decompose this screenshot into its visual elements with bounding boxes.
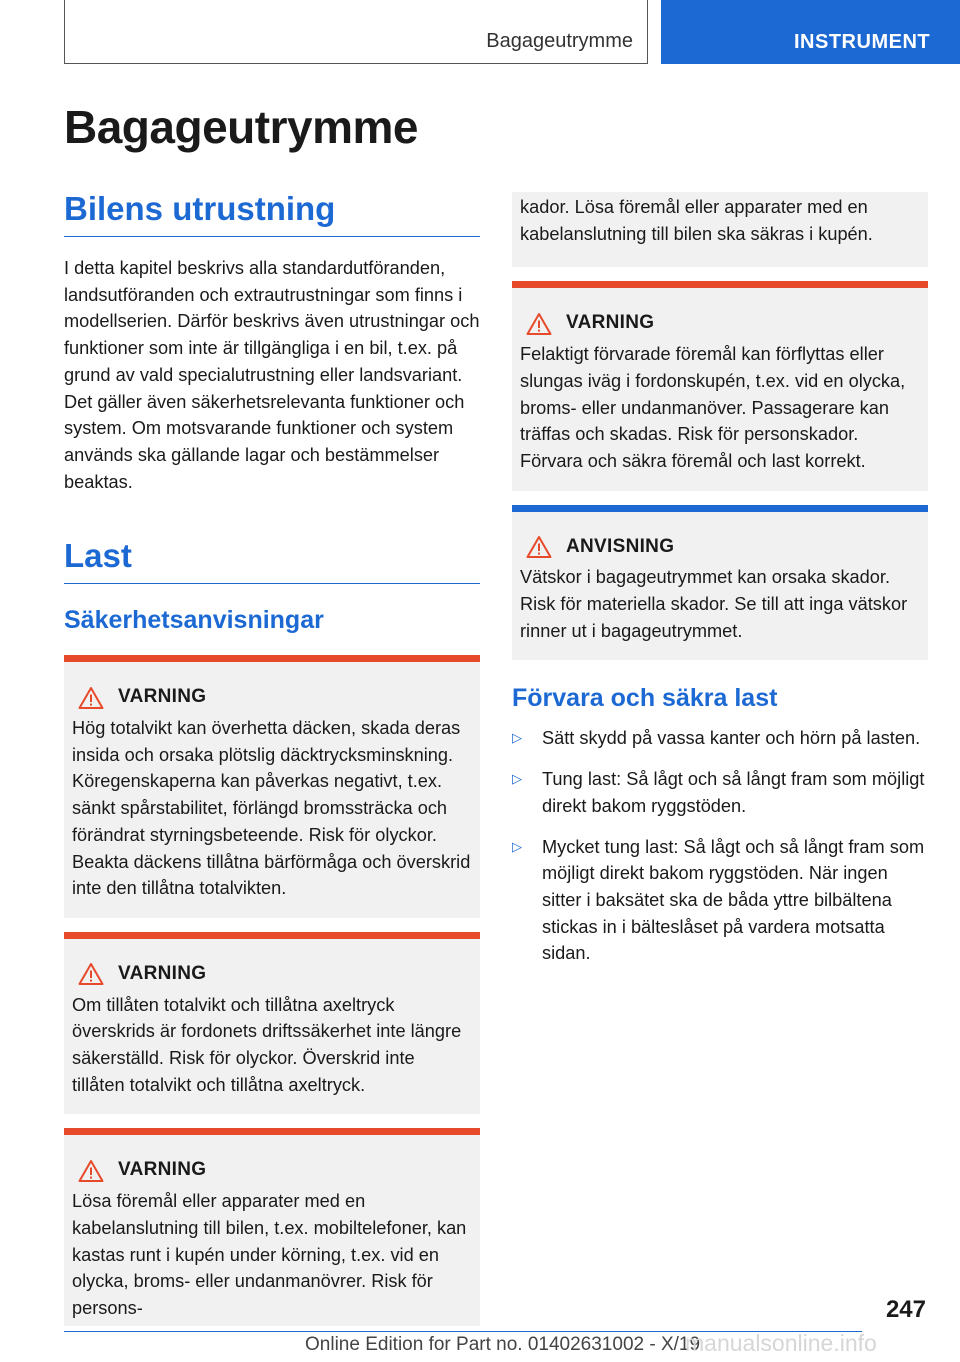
warning-text: Om tillåten totalvikt och tillåtna axeltryck överskrids är fordonets driftssäkerhet inte längre säkerställd. Risk för olyckor. Överskrid inte tillåten totalvikt och tillåtna axeltryck. xyxy=(72,994,462,1095)
warning-text: Hög totalvikt kan överhetta däcken, skada deras insida och orsaka plötslig däcktrycksminskning. Köregenskaperna kan påverkas negativt, t.ex. sänkt spårstabilitet, förlängd bromssträcka och förändrat styrningsbeteende. Risk för olyckor. Beakta däckens tillåtna bärförmåga och överskrid inte den tillåtna totalvikten. xyxy=(72,718,471,899)
heading-safety: Säkerhetsanvisningar xyxy=(64,606,324,635)
list-item xyxy=(512,834,928,968)
notice-header xyxy=(520,534,920,561)
page-title: Bagageutrymme xyxy=(64,101,418,153)
list-item-text: Sätt skydd på vassa kanter och hörn på lasten. xyxy=(542,728,921,749)
notice-text: Vätskor i bagageutrymmet kan orsaka skador. Risk för materiella skador. Se till att inga vätskor rinner ut i bagageutrymmet. xyxy=(520,567,908,641)
header-section-title: Bagageutrymme xyxy=(486,30,633,52)
list-item-text: Tung last: Så lågt och så långt fram som möjligt direkt bakom ryggstöden. xyxy=(542,769,925,816)
warning-triangle-icon xyxy=(78,686,104,710)
warning-box-axle xyxy=(64,932,480,1115)
header-chapter-tab xyxy=(661,0,960,64)
triangle-bullet-icon: ▷ xyxy=(512,838,522,854)
heading-equipment: Bilens utrustning xyxy=(64,190,480,237)
heading-store-load: Förvara och säkra last xyxy=(512,684,778,713)
header-chapter-title: INSTRUMENT xyxy=(794,31,931,53)
list-item xyxy=(512,766,928,819)
triangle-bullet-icon: ▷ xyxy=(512,730,522,746)
warning-box-stored-objects xyxy=(512,281,928,490)
notice-box-liquids xyxy=(512,505,928,661)
footer-edition-text: Online Edition for Part no. 01402631002 - X/19 xyxy=(305,1334,701,1355)
equipment-paragraph: I detta kapitel beskrivs alla standardutföranden, landsutföranden och extrautrustningar som finns i modellserien. Därför beskrivs även utrustningar och funktioner som inte är tillgängliga i en bil, t.ex. på grund av vald specialutrustning eller landsvariant. Det gäller även säkerhetsrelevanta funktioner och system. Om motsvarande funktioner och system används ska gällande lagar och bestämmelser beaktas. xyxy=(64,258,480,492)
warning-title: VARNING xyxy=(566,312,655,334)
load-bullet-list xyxy=(512,725,928,967)
warning-header xyxy=(72,1157,472,1184)
right-column xyxy=(512,192,928,981)
list-item xyxy=(512,725,928,752)
warning-continued-text: kador. Lösa föremål eller apparater med en kabelanslutning till bilen ska säkras i kupén. xyxy=(520,197,873,244)
warning-box-weight xyxy=(64,655,480,918)
notice-title: ANVISNING xyxy=(566,535,675,557)
heading-load: Last xyxy=(64,537,480,584)
warning-header xyxy=(520,310,920,337)
triangle-bullet-icon: ▷ xyxy=(512,771,522,787)
warning-title: VARNING xyxy=(118,962,207,984)
warning-text: Lösa föremål eller apparater med en kabelanslutning till bilen, t.ex. mobiltelefoner, kan kastas runt i kupén under körning, t.ex. vid en olycka, broms- eller undanmanövrer. Risk för persons- xyxy=(72,1191,467,1318)
warning-continuation xyxy=(512,192,928,267)
warning-title: VARNING xyxy=(118,1159,207,1181)
warning-title: VARNING xyxy=(118,686,207,708)
warning-box-loose-objects xyxy=(64,1128,480,1325)
header-section-tab xyxy=(64,0,648,64)
warning-triangle-icon xyxy=(526,535,552,559)
page-number: 247 xyxy=(885,1296,926,1323)
warning-triangle-icon xyxy=(78,1159,104,1183)
footer-watermark: manualsonline.info xyxy=(685,1330,877,1356)
list-item-text: Mycket tung last: Så lågt och så långt fram som möjligt direkt bakom ryggstöden. När ingen sitter i baksätet ska de båda yttre bilbältena stickas in i bälteslåset på vardera motsatta sidan. xyxy=(542,836,925,964)
left-column xyxy=(64,190,480,1326)
warning-triangle-icon xyxy=(526,312,552,336)
warning-header xyxy=(72,961,472,988)
warning-triangle-icon xyxy=(78,962,104,986)
warning-text: Felaktigt förvarade föremål kan förflyttas eller slungas iväg i fordonskupén, t.ex. vid en olycka, broms- eller undanmanöver. Passagerare kan träffas och skadas. Risk för personskador. Förvara och säkra föremål och last korrekt. xyxy=(520,344,906,471)
warning-header xyxy=(72,684,472,711)
